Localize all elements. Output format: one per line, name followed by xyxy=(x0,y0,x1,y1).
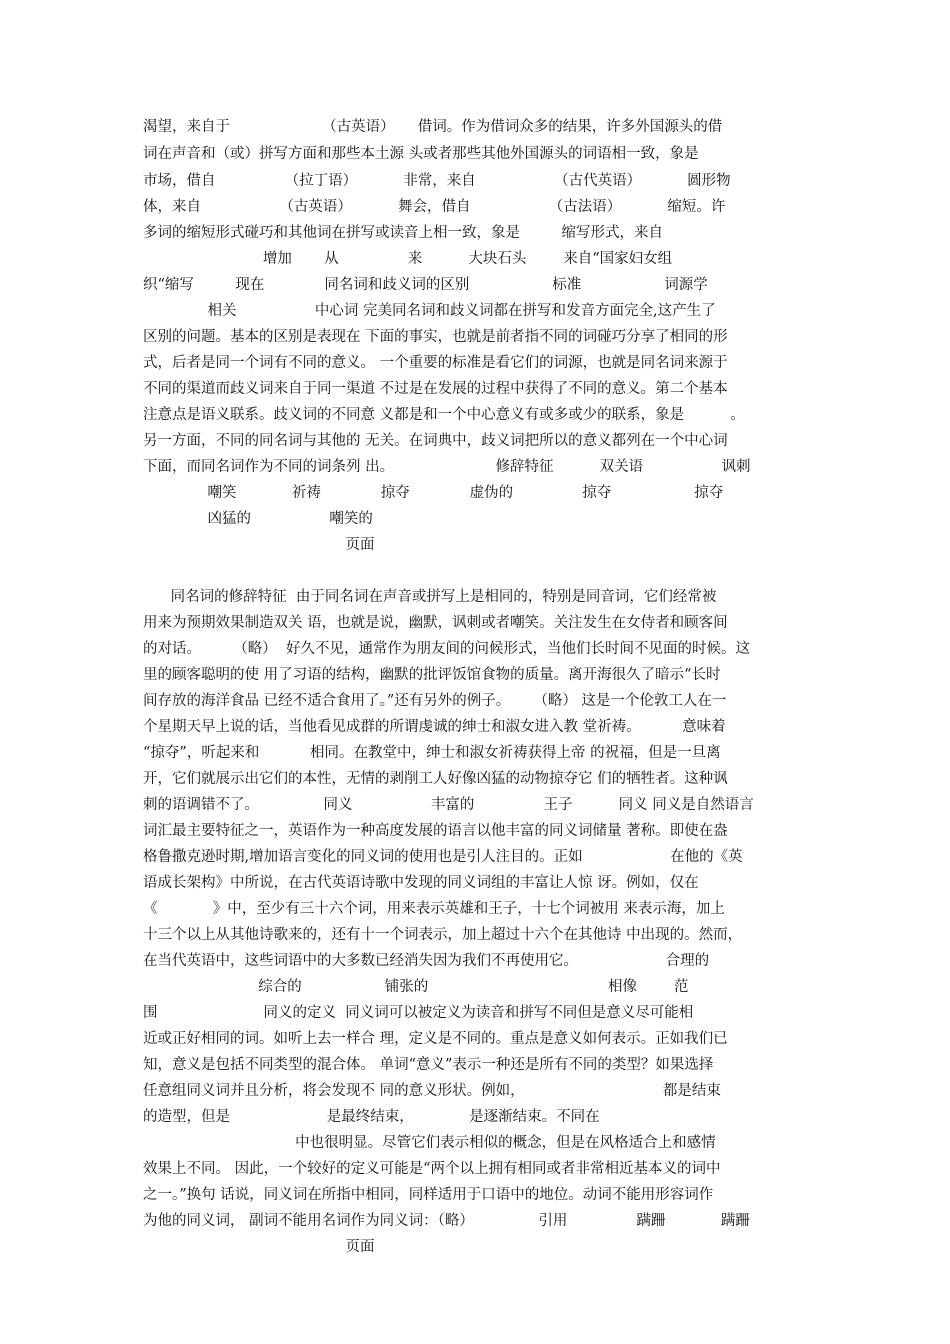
text-line: 织“缩写 现在 同名词和歧义词的区别 标准 词源学 xyxy=(143,277,708,293)
text-line: 嘲笑 祈祷 掠夺 虚伪的 掠夺 掠夺 xyxy=(143,485,724,501)
page-footer: 页面 xyxy=(345,537,375,553)
text-line: 式，后者是同一个词有不同的意义。 一个重要的标准是看它们的词源，也就是同名词来源于 xyxy=(143,355,728,371)
text-line: 刺的语调错不了。 同义 丰富的 王子 同义 同义是自然语言 xyxy=(143,797,754,813)
text-line: 知，意义是包括不同类型的混合体。 单词“意义”表示一种还是所有不同的类型？如果选择 xyxy=(143,1057,714,1073)
text-line: “掠夺”，听起来和 相同。在教堂中，绅士和淑女祈祷获得上帝 的祝福，但是一旦离 xyxy=(143,745,721,761)
text-line: 之一。”换句 话说，同义词在所指中相同，同样适用于口语中的地位。动词不能用形容词作 xyxy=(143,1187,714,1203)
text-line: 同名词的修辞特征 由于同名词在声音或拼写上是相同的，特别是同音词，它们经常被 xyxy=(143,589,717,605)
text-line: 市场，借自 （拉丁语） 非常，来自 （古代英语） 圆形物 xyxy=(143,173,731,189)
text-line: 中也很明显。尽管它们表示相似的概念，但是在风格适合上和感情 xyxy=(143,1135,716,1151)
text-line: 的对话。 （略） 好久不见，通常作为朋友间的问候形式，当他们长时间不见面的时候。这 xyxy=(143,641,750,657)
text-line: 凶猛的 嘲笑的 xyxy=(143,511,373,527)
text-line: 开，它们就展示出它们的本性，无情的剥削工人好像凶猛的动物掠夺它 们的牺牲者。这种讽 xyxy=(143,771,728,787)
text-line: 为他的同义词， 副词不能用名词作为同义词：（略） 引用 蹒跚 蹒跚 xyxy=(143,1213,750,1229)
text-line: 十三个以上从其他诗歌来的，还有十一个词表示，加上超过十六个在其他诗 中出现的。然而， xyxy=(143,927,743,943)
text-line: 增加 从 来 大块石头 来自“国家妇女组 xyxy=(143,251,673,267)
text-line: 的造型，但是 是最终结束， 是逐渐结束。不同在 xyxy=(143,1109,600,1125)
text-line: 《 》中，至少有三十六个词，用来表示英雄和王子，十七个词被用 来表示海，加上 xyxy=(143,901,725,917)
text-line: 格鲁撒克逊时期,增加语言变化的同义词的使用也是引人注目的。正如 在他的《英 xyxy=(143,849,743,865)
text-line: 渴望，来自于 （古英语） 借词。作为借词众多的结果，许多外国源头的借 xyxy=(143,119,723,135)
text-line: 另一方面，不同的同名词与其他的 无关。在词典中，歧义词把所以的意义都列在一个中心词 xyxy=(143,433,728,449)
text-line: 近或正好相同的词。如听上去一样合 理，定义是不同的。重点是意义如何表示。正如我们已 xyxy=(143,1031,728,1047)
page-footer: 页面 xyxy=(345,1239,375,1255)
text-line: 个星期天早上说的话，当他看见成群的所谓虔诚的绅士和淑女进入教 堂祈祷。 意味着 xyxy=(143,719,726,735)
text-line: 区别的问题。基本的区别是表现在 下面的事实，也就是前者指不同的词碰巧分享了相同的形 xyxy=(143,329,728,345)
text-line: 在当代英语中，这些词语中的大多数已经消失因为我们不再使用它。 合理的 xyxy=(143,953,710,969)
text-line: 不同的渠道而歧义词来自于同一渠道 不过是在发展的过程中获得了不同的意义。第二个基本 xyxy=(143,381,728,397)
text-line: 下面，而同名词作为不同的词条列 出。 修辞特征 双关语 讽刺 xyxy=(143,459,751,475)
text-line: 注意点是语义联系。歧义词的不同意 义都是和一个中心意义有或多或少的联系，象是 。 xyxy=(143,407,745,423)
text-line: 语成长架构》中所说，在古代英语诗歌中发现的同义词组的丰富让人惊 讶。例如，仅在 xyxy=(143,875,699,891)
text-line: 综合的 铺张的 相像 范 xyxy=(143,979,689,995)
text-line: 多词的缩短形式碰巧和其他词在拼写或读音上相一致，象是 缩写形式，来自 xyxy=(143,225,663,241)
text-line: 效果上不同。 因此，一个较好的定义可能是“两个以上拥有相同或者非常相近基本义的词中 xyxy=(143,1161,721,1177)
text-line: 任意组同义词并且分析，将会发现不 同的意义形状。例如， 都是结束 xyxy=(143,1083,721,1099)
text-line: 围 同义的定义 同义词可以被定义为读音和拼写不同但是意义尽可能相 xyxy=(143,1005,694,1021)
text-line: 里的顾客聪明的使 用了习语的结构，幽默的批评饭馆食物的质量。离开海很久了暗示“长时 xyxy=(143,667,721,683)
text-line: 间存放的海洋食品 已经不适合食用了。”还有另外的例子。 （略） 这是一个伦敦工人在一 xyxy=(143,693,727,709)
text-line: 用来为预期效果制造双关 语，也就是说，幽默，讽刺或者嘲笑。关注发生在女侍者和顾客间 xyxy=(143,615,728,631)
text-line: 词汇最主要特征之一，英语作为一种高度发展的语言以他丰富的同义词储量 著称。即使在盎 xyxy=(143,823,728,839)
text-line: 相关 中心词 完美同名词和歧义词都在拼写和发音方面完全,这产生了 xyxy=(143,303,716,319)
text-line: 体，来自 （古英语） 舞会，借自 （古法语） 缩短。许 xyxy=(143,199,726,215)
text-line: 词在声音和（或）拼写方面和那些本土源 头或者那些其他外国源头的词语相一致，象是 xyxy=(143,146,699,162)
